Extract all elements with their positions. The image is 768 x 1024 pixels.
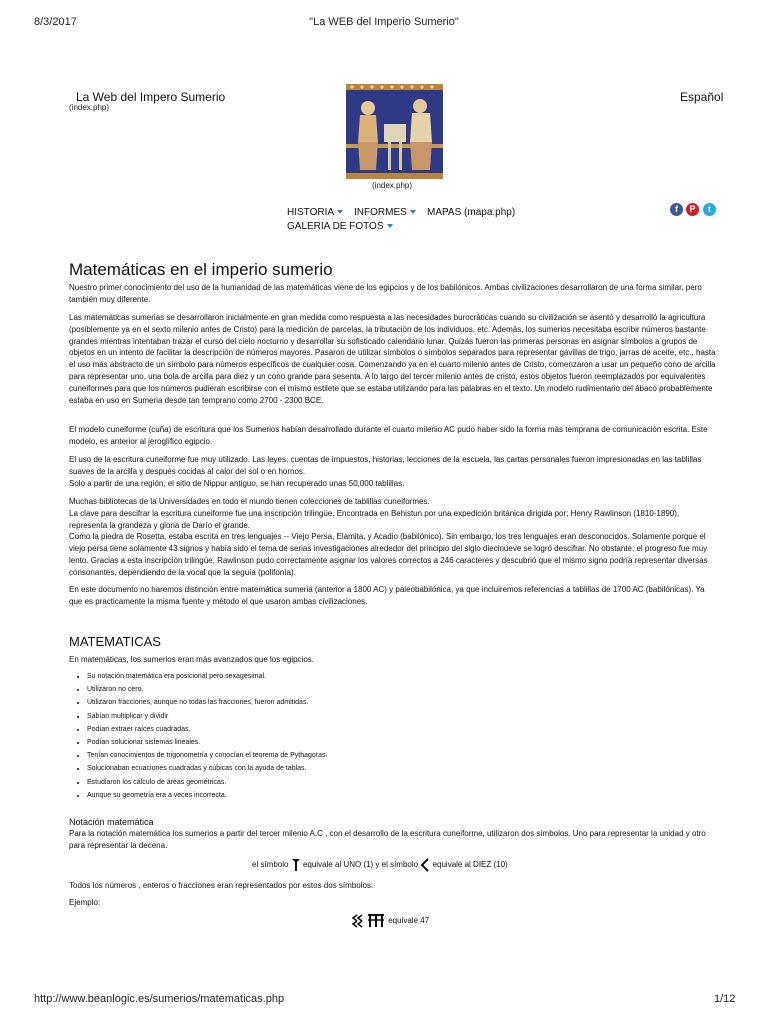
nav-galeria[interactable] bbox=[287, 221, 393, 232]
paragraph-text: Muchas bibliotecas de la Universidades en todo el mundo tienen colecciones de tablillas cuneiformes. bbox=[69, 497, 430, 506]
list-item: • Aunque su geometría era a veces incorrecta. bbox=[87, 789, 719, 802]
page-title: Matemáticas en el imperio sumerio bbox=[69, 260, 333, 279]
cuneiform-ten-icon bbox=[420, 858, 430, 872]
paragraph-text: Solo a partir de una región, el sitio de Nippur antiguo, se han recuperado unas 50,000 tablillas. bbox=[69, 478, 405, 488]
print-title: "La WEB del Imperio Sumerio" bbox=[309, 16, 459, 28]
language-selector[interactable]: Español bbox=[680, 90, 724, 104]
example-47 bbox=[352, 914, 552, 928]
facebook-icon[interactable]: f bbox=[670, 203, 683, 216]
nav-mapas[interactable]: MAPAS (mapa.php) bbox=[427, 207, 516, 218]
paragraph-text: En este documento no haremos distinción entre matemática sumeria (anterior a 1800 AC) y paleobabilónica, ya que incluiremos referencias a tablillas de 1700 AC (babilónicas). Ya que es practicamente la misma fuente y método el que usaron ambas civilizaciones. bbox=[69, 585, 705, 606]
equivale-47-text: equivale 47 bbox=[388, 916, 430, 926]
paragraph-text: Nuestro primer conocimiento del uso de la humanidad de las matemáticas viene de los egipcios y de los babilónicos. Ambas civilizaciones desarrollaron de una forma similar, pero también muy diferente. bbox=[69, 283, 702, 304]
twitter-icon[interactable]: t bbox=[703, 203, 716, 216]
symbol-one-text: equivale al UNO (1) y el símbolo bbox=[302, 860, 419, 870]
section-heading-notacion: Notación matemática bbox=[69, 817, 154, 827]
pinterest-icon[interactable]: P bbox=[686, 203, 699, 216]
cuneiform-47-icon bbox=[352, 914, 386, 928]
symbol-explanation bbox=[252, 858, 652, 872]
list-item: • Tenían conocimientos de trigonometría y conocían el teorema de Pythagoras. bbox=[87, 749, 719, 762]
hero-image[interactable] bbox=[346, 84, 443, 179]
print-date: 8/3/2017 bbox=[34, 16, 77, 28]
properties-list-container bbox=[69, 670, 719, 802]
list-item: • Sabían multiplicar y dividir bbox=[87, 710, 719, 723]
symbol-intro: el símbolo bbox=[252, 860, 289, 870]
article-paragraph-3 bbox=[69, 424, 719, 448]
print-url: http://www.beanlogic.es/sumerios/matematicas.php bbox=[34, 993, 285, 1005]
paragraph-text: Las matemáticas sumerias se desarrollaron inicialmente en gran medida como respuesta a las necesidades burocráticas cuando su civilización se asentó y desarrolló la agricultura (posiblemente ya en el sexto milenio antes de Cristo) para la medición de parcelas, la tributación de los individuos, etc. Además, los sumerios necesitaba escribir números bastante grandes mientras intentaban trazar el curso del cielo nocturno y desarrollar su sofisticado calendario lunar. Quizás fueron las primeras personas en asignar símbolos a grupos de objetos en un intento de facilitar la descripción de números mayores. Pasaron de utilizar símbolos o símbolos separados para representar gavillas de trigo, jarras de aceite, etc., hasta el uso más abstracto de un símbolo para números específicos de cualquier cosa. Comenzando ya en el cuarto milenio antes de Cristo, comenzaron a usar un pequeño cono de arcilla para representar uno, una bola de arcilla para diez y un cono grande para sesenta. A lo largo del tercer milenio antes de cristo, estos objetos fueron reemplazados por equivalentes cuneiformes para que los números pudieran escribirse con el mismo estilete que se estaba utilizando para las palabras en el texto. Un modelo rudimentario del ábaco probablemente estaba en uso en Sumeria desde tan temprano como 2700 - 2300 BCE. bbox=[69, 313, 716, 405]
print-page-number: 1/12 bbox=[714, 993, 736, 1005]
list-item: • Utilizaron no cero. bbox=[87, 683, 719, 696]
nav-historia-label: HISTORIA bbox=[287, 207, 335, 218]
article-paragraph-6 bbox=[69, 584, 719, 608]
ejemplo-label: Ejemplo: bbox=[69, 898, 101, 907]
image-link[interactable]: (index.php) bbox=[372, 181, 413, 190]
nav-informes[interactable] bbox=[354, 207, 416, 218]
paragraph-text: La clave para descifrar la escritura cuneiforme fue una inscripción trilingüe. Encontrada en Behistun por una expedición británica dirigida por; Henry Rawlinson (1810-1890), representa la grandeza y gloria de Darío el grande. bbox=[69, 508, 680, 530]
paragraph-text: El modelo cuneiforme (cuña) de escritura que los Sumerios habían desarrollado durante el cuarto milenio AC pudo haber sido la forma más temprana de comunicación escrita. Este modelo, es anterior al jeroglífico egipcio. bbox=[69, 425, 708, 446]
list-item: • Estudiaron los cálculo de áreas geométricas. bbox=[87, 776, 719, 789]
list-item: • Podían solucionar sistemas lineales. bbox=[87, 736, 719, 749]
properties-list bbox=[69, 670, 719, 802]
site-title[interactable]: La Web del Impero Sumerio bbox=[76, 90, 226, 104]
symbol-ten-text: equivale al DIEZ (10) bbox=[432, 860, 508, 870]
article-paragraph-1 bbox=[69, 282, 719, 306]
section-heading-matematicas: MATEMATICAS bbox=[69, 634, 161, 649]
article-paragraph-2 bbox=[69, 312, 719, 406]
list-item: • Su notación matemática era posicional pero sexagesimal. bbox=[87, 670, 719, 683]
nav-informes-label: INFORMES bbox=[354, 207, 407, 218]
article-paragraph-5 bbox=[69, 496, 719, 579]
caret-down-icon bbox=[410, 210, 416, 214]
list-item: • Utilizaron fracciones, aunque no todas las fracciones, fueron admitidas. bbox=[87, 696, 719, 709]
nav-historia[interactable] bbox=[287, 207, 343, 218]
list-item: • Podían extraer raíces cuadradas. bbox=[87, 723, 719, 736]
caret-down-icon bbox=[387, 224, 393, 228]
site-title-link[interactable]: (index.php) bbox=[69, 103, 110, 112]
todos-text: Todos los números , enteros o fracciones eran representados por estos dos símbolos: bbox=[69, 881, 374, 890]
caret-down-icon bbox=[337, 210, 343, 214]
sumerian-standard-illustration bbox=[346, 84, 443, 179]
paragraph-text: El uso de la escritura cuneiforme fue muy utilizado. Las leyes, cuentas de impuestos, historias, lecciones de la escuela, las cartas personales fueron impresionadas en las tablillas suaves de la arcilla y después cocidas al calor del sol o en hornos. bbox=[69, 455, 702, 476]
cuneiform-one-icon bbox=[291, 858, 301, 872]
list-item: • Solucionaban ecuaciones cuadradas y cúbicas con la ayuda de tablas. bbox=[87, 762, 719, 775]
notacion-text: Para la notación matemática los sumerios a partir del tercer milenio A.C , con el desarrollo de la escritura cuneiforme, utilizaron dos símbolos. Uno para representar la unidad y otro para representar la decena. bbox=[69, 829, 706, 850]
matematicas-intro: En matemáticas, los sumerios eran más avanzados que los egipcios. bbox=[69, 655, 315, 664]
article-paragraph-4 bbox=[69, 454, 719, 489]
paragraph-text: Como la piedra de Rosetta, estaba escrita en tres lenguajes -- Viejo Persa, Elamita, y Acadio (babilónico). Sin embargo, los tres lenguajes eran desconocidos. Solamente porque el viejo persa tiene solamente 43 signos y había sido el tema de serias investigaciones alrededor del principio del siglo diecinueve se logró descifrar. No obstante, el progreso fue muy lento. Gracias a esta inscripción trilingüe, Rawlinson pudo correctamente asignar los valores correctos a 246 caracteres y descubrió que el mismo signo podría representar diversas consonantes, dependiendo de la vocal que la seguía (polifonía). bbox=[69, 532, 708, 577]
nav-galeria-label: GALERIA DE FOTOS bbox=[287, 221, 384, 232]
